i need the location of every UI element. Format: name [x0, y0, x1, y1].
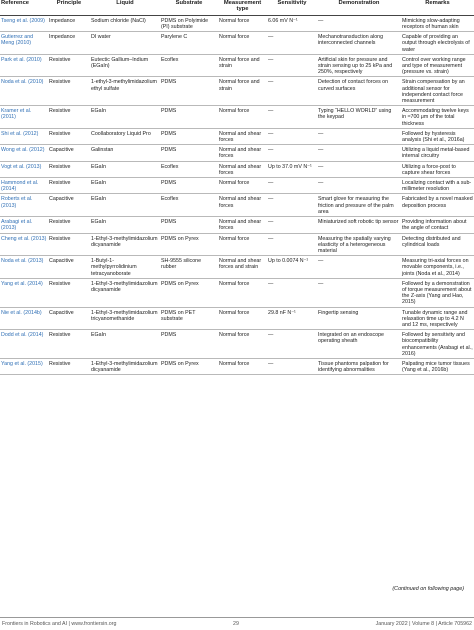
- table-row: [0, 15, 474, 31]
- table-cell: —: [268, 196, 274, 203]
- table-cell: Normal force: [219, 332, 250, 339]
- table-cell: PDMS: [161, 108, 177, 115]
- table-cell: Miniaturized soft robotic tip sensor: [318, 219, 399, 226]
- table-row: [0, 161, 474, 177]
- table-cell: Resistive: [49, 79, 71, 86]
- table-cell: PDMS: [161, 147, 177, 154]
- table-cell: Tunable dynamic range and relaxation time up to 4.2 N and 12 ms, respectively: [402, 309, 468, 328]
- table-row: [0, 307, 474, 330]
- table-cell: PDMS on Pyrex: [161, 360, 199, 367]
- table-cell: —: [268, 280, 274, 287]
- column-header: Liquid: [90, 0, 160, 15]
- table-cell: Tissue phantoms palpation for identifying abnormalities: [318, 360, 389, 374]
- column-header: Reference: [0, 0, 48, 15]
- table-row: [0, 194, 474, 217]
- table-row: [0, 32, 474, 55]
- table-cell: Smart glove for measuring the friction and pressure of the palm area: [318, 196, 394, 215]
- table-row: [0, 217, 474, 233]
- table-cell: Accommodating twelve keys in ≈700 μm of the total thickness: [402, 108, 469, 127]
- table-cell: Sodium chloride (NaCl): [91, 17, 146, 24]
- table-cell: PDMS on PET substrate: [161, 309, 196, 322]
- table-cell: Fabricated by a novel masked deposition process: [402, 196, 473, 209]
- table-cell: —: [318, 280, 324, 287]
- table-row: [0, 106, 474, 129]
- table-cell: —: [318, 180, 324, 187]
- column-header: Sensitivity: [267, 0, 317, 15]
- table-cell: Capacitive: [49, 196, 74, 203]
- table-cell: PDMS: [161, 180, 177, 187]
- table-cell: —: [268, 235, 274, 242]
- table-cell: 1-Butyl-1-methylpyrrolidinium tetracyanoborate: [91, 258, 137, 277]
- table-cell: Yang et al. (2014): [1, 280, 43, 287]
- table-cell: Typing “HELLO WORLD” using the keypad: [318, 108, 392, 121]
- table-header: [0, 0, 474, 15]
- table-cell: SH-9555 silicone rubber: [161, 258, 202, 271]
- header-row: [0, 0, 474, 15]
- table-cell: EGaIn: [91, 196, 107, 203]
- table-cell: Galinstan: [91, 147, 114, 154]
- table-cell: Parylene C: [161, 34, 188, 41]
- table-cell: Normal force and strain: [219, 56, 260, 70]
- table-cell: Ecoflex: [161, 56, 179, 63]
- table-cell: Capacitive: [49, 147, 74, 154]
- table-cell: —: [268, 332, 274, 339]
- table-cell: PDMS on Pyrex: [161, 280, 199, 287]
- table-cell: Cheng et al. (2013): [1, 235, 47, 242]
- table-cell: Normal and shear forces: [219, 219, 262, 232]
- table-cell: Impedance: [49, 17, 76, 24]
- table-cell: Normal force: [219, 180, 250, 187]
- footer-page-number: 29: [233, 621, 239, 627]
- table-cell: —: [268, 56, 274, 63]
- table-cell: Normal force: [219, 360, 250, 367]
- table-row: [0, 178, 474, 194]
- table-row: [0, 54, 474, 77]
- table-cell: —: [318, 258, 324, 265]
- column-header: Principle: [48, 0, 90, 15]
- table-cell: 1-Ethyl-3-methylimidazolium tricyanomethanide: [91, 309, 158, 322]
- table-cell: EGaIn: [91, 180, 107, 187]
- table-cell: 29.8 nF N⁻¹: [268, 309, 296, 316]
- table-cell: Normal and shear forces: [219, 163, 262, 176]
- table-cell: Gutierrez and Meng (2010): [1, 34, 34, 47]
- table-cell: Artificial skin for pressure and strain sensing up to 25 kPa and 250%, respectively: [318, 56, 393, 76]
- table-row: [0, 256, 474, 279]
- table-cell: —: [268, 180, 274, 187]
- table-cell: Normal force: [219, 280, 250, 287]
- table-cell: Followed by hysteresis analysis (Shi et al., 2016a): [402, 130, 465, 144]
- table-cell: Resistive: [49, 235, 71, 242]
- table-cell: Integrated on an endoscope operating sheath: [318, 332, 384, 345]
- table-cell: 6.06 mV N⁻¹: [268, 17, 298, 24]
- table-cell: Arabagi et al. (2013): [1, 219, 33, 232]
- table-row: [0, 128, 474, 144]
- table-cell: —: [268, 360, 274, 367]
- table-cell: —: [318, 130, 324, 137]
- table-cell: —: [268, 108, 274, 115]
- table-cell: Control over working range and type of measurement (pressure vs. strain): [402, 56, 466, 76]
- table-cell: 1-Ethyl-3-methylimidazolium dicyanamide: [91, 280, 158, 293]
- table-cell: Roberts et al. (2013): [1, 196, 33, 209]
- table-cell: Up to 37.0 mV N⁻¹: [268, 163, 312, 170]
- table-cell: Ecoflex: [161, 196, 179, 203]
- table-cell: Strain compensation by an additional sensor for independent contact force measurement: [402, 79, 465, 105]
- table-cell: Normal force: [219, 309, 250, 316]
- table-row: [0, 278, 474, 307]
- table-cell: Kramer et al. (2011): [1, 108, 32, 121]
- table-cell: Yang et al. (2015): [1, 360, 43, 367]
- table-cell: —: [268, 130, 274, 137]
- table-cell: —: [318, 147, 324, 154]
- table-cell: Followed by sensitivity and biocompatibility enhancements (Arabagi et al., 2016): [402, 332, 473, 357]
- table-cell: —: [268, 34, 274, 41]
- table-cell: Resistive: [49, 360, 71, 367]
- table-cell: Resistive: [49, 219, 71, 226]
- table-cell: EGaIn: [91, 108, 107, 115]
- footer-journal: Frontiers in Robotics and AI | www.frontiersin.org: [2, 621, 117, 627]
- table-cell: Mechanotransduction along interconnected channels: [318, 34, 384, 47]
- table-cell: PDMS: [161, 219, 177, 226]
- table-row: [0, 77, 474, 106]
- table-cell: Detecting distributed and cylindrical loads: [402, 235, 461, 248]
- table-cell: —: [268, 79, 274, 86]
- table-cell: Wong et al. (2012): [1, 147, 45, 154]
- table-cell: Vogt et al. (2013): [1, 163, 42, 170]
- table-cell: Followed by a demonstration of torque measurement about the Z-axis (Yang and Hao, 2015): [402, 280, 472, 306]
- table-row: [0, 145, 474, 161]
- table-cell: 1-Ethyl-3-methylimidazolium dicyanamide: [91, 235, 158, 248]
- table-cell: Capable of providing an output through electrolysis of water: [402, 34, 470, 53]
- table-cell: Tseng et al. (2009): [1, 17, 45, 24]
- table-cell: Detection of contact forces on curved surfaces: [318, 79, 389, 92]
- table-cell: Measuring tri-axial forces on movable components, i.e., joints (Noda et al., 2014): [402, 258, 469, 277]
- table-body: [0, 15, 474, 375]
- table-cell: Providing information about the angle of contact: [402, 219, 467, 232]
- table-cell: Resistive: [49, 180, 71, 187]
- table-cell: Nie et al. (2014b): [1, 309, 42, 316]
- table-cell: 1-Ethyl-3-methylimidazolium dicyanamide: [91, 360, 158, 374]
- table-cell: Normal force: [219, 235, 250, 242]
- table-cell: Shi et al. (2012): [1, 130, 39, 137]
- table-row: [0, 358, 474, 374]
- table-cell: Normal force: [219, 17, 250, 24]
- table-cell: Park et al. (2010): [1, 56, 42, 63]
- table-cell: PDMS on Pyrex: [161, 235, 199, 242]
- column-header: Demonstration: [317, 0, 401, 15]
- footer-date-volume: January 2022 | Volume 8 | Article 705962: [375, 621, 472, 627]
- table-cell: Palpating mice tumor tissues (Yang et al., 2016b): [402, 360, 470, 374]
- table-cell: Ecoflex: [161, 163, 179, 170]
- table-cell: EGaIn: [91, 219, 107, 226]
- table-cell: —: [268, 219, 274, 226]
- table-cell: EGaIn: [91, 332, 107, 339]
- table-cell: Capacitive: [49, 258, 74, 265]
- table-cell: PDMS: [161, 79, 177, 86]
- table-cell: DI water: [91, 34, 111, 41]
- table-cell: Normal and shear forces and strain: [219, 258, 262, 271]
- table-cell: Noda et al. (2013): [1, 258, 44, 265]
- table-cell: Normal and shear forces: [219, 130, 262, 144]
- table-cell: Resistive: [49, 332, 71, 339]
- column-header: Substrate: [160, 0, 218, 15]
- table-cell: Dodd et al. (2014): [1, 332, 44, 339]
- table-cell: EGaIn: [91, 163, 107, 170]
- table-cell: —: [268, 147, 274, 154]
- table-cell: Resistive: [49, 108, 71, 115]
- table-cell: —: [318, 163, 324, 170]
- table-cell: PDMS: [161, 332, 177, 339]
- table-cell: Fingertip sensing: [318, 309, 359, 316]
- table-cell: Localizing contact with a sub-millimeter resolution: [402, 180, 472, 193]
- table-cell: Normal and shear forces: [219, 196, 262, 209]
- table-cell: Noda et al. (2010): [1, 79, 44, 86]
- table-cell: Up to 0.0074 N⁻¹: [268, 258, 309, 265]
- table-cell: Normal force: [219, 34, 250, 41]
- table-cell: Resistive: [49, 56, 71, 63]
- table-cell: PDMS: [161, 130, 177, 137]
- table-cell: Normal and shear forces: [219, 147, 262, 160]
- table-cell: Measuring the spatially varying elasticity of a heterogeneous material: [318, 235, 391, 254]
- continued-note: (Continued on following page): [392, 586, 464, 592]
- table-row: [0, 330, 474, 359]
- table-cell: —: [318, 17, 324, 24]
- table-cell: Resistive: [49, 280, 71, 287]
- table-cell: Resistive: [49, 163, 71, 170]
- table-cell: Hammond et al. (2014): [1, 180, 39, 193]
- table-cell: Normal force: [219, 108, 250, 115]
- table-cell: PDMS on Polyimide (PI) substrate: [161, 17, 209, 31]
- table-cell: Utilizing a force-post to capture shear forces: [402, 163, 456, 176]
- table-cell: Utilizing a liquid metal-based internal circuitry: [402, 147, 470, 160]
- page-footer: [0, 617, 474, 630]
- table-cell: Capacitive: [49, 309, 74, 316]
- table-cell: Coollaboratory Liquid Pro: [91, 130, 151, 137]
- table-cell: Normal force and strain: [219, 79, 260, 92]
- column-header: Measurement type: [218, 0, 267, 15]
- table-cell: Mimicking slow-adapting receptors of human skin: [402, 17, 460, 31]
- table-cell: Resistive: [49, 130, 71, 137]
- table-cell: 1-ethyl-3-methylimidazolium ethyl sulfate: [91, 79, 157, 92]
- table-cell: Eutectic Gallium–Indium (EGaIn): [91, 56, 149, 70]
- table-cell: Impedance: [49, 34, 76, 41]
- column-header: Remarks: [401, 0, 474, 15]
- table-row: [0, 233, 474, 256]
